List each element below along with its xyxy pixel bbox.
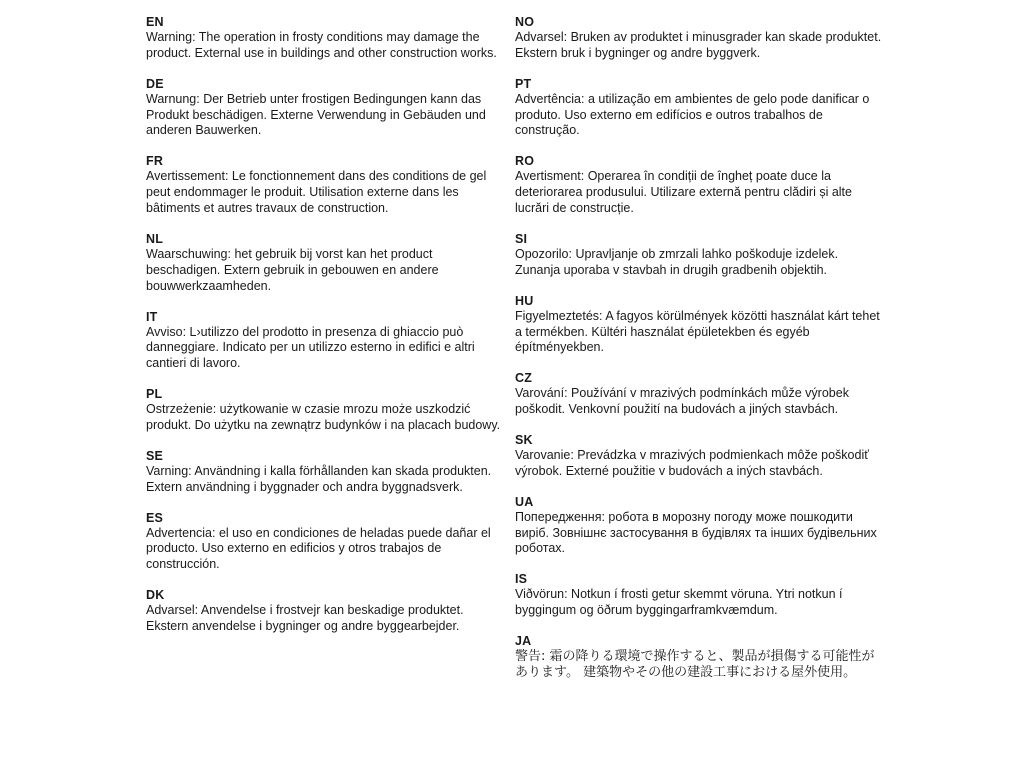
language-code: UA [515, 494, 534, 509]
warning-text: Warnung: Der Betrieb unter frostigen Bedingungen kann das Produkt beschädigen. Externe Verwendung in Gebäuden und anderen Bauwerken. [146, 91, 486, 138]
language-code: IS [515, 572, 528, 587]
warning-text: Ostrzeżenie: użytkowanie w czasie mrozu może uszkodzić produkt. Do użytku na zewnątrz budynków i na placach budowy. [146, 402, 501, 432]
warning-text: Попередження: робота в морозну погоду може пошкодити виріб. Зовнішнє застосування в будівлях та інших будівельних роботах. [515, 509, 877, 556]
warning-block-ro [515, 153, 883, 216]
warning-text: Varování: Používání v mrazivých podmínkách může výrobek poškodit. Venkovní použití na budovách a jiných stavbách. [515, 386, 849, 417]
language-code: EN [146, 15, 164, 29]
warning-text: Advertencia: el uso en condiciones de heladas puede dañar el producto. Uso externo en edificios y otros trabajos de construcción. [146, 525, 491, 572]
warning-block-de [146, 76, 506, 139]
language-code: SK [515, 433, 533, 448]
language-code: ES [146, 510, 164, 525]
warning-block-sk [515, 432, 883, 480]
language-code: IT [146, 309, 158, 324]
warning-block-se [146, 448, 506, 496]
warning-block-ja [515, 633, 883, 681]
warning-block-hu [515, 293, 883, 356]
warning-text: Avertissement: Le fonctionnement dans des conditions de gel peut endommager le produit. Utilisation externe dans les bâtiments et autres travaux de construction. [146, 169, 487, 215]
language-code: PT [515, 76, 532, 91]
warning-block-is [515, 571, 883, 619]
warning-block-dk [146, 587, 506, 635]
warning-block-cz [515, 370, 883, 418]
warning-text: 警告: 霜の降りる環境で操作すると、製品が損傷する可能性があります。 建築物やその他の建設工事における屋外使用。 [515, 649, 875, 681]
warning-block-pl [146, 386, 506, 434]
warning-block-it [146, 309, 506, 372]
language-code: HU [515, 293, 534, 308]
warning-text: Opozorilo: Upravljanje ob zmrzali lahko poškoduje izdelek. Zunanja uporaba v stavbah in drugih gradbenih objektih. [515, 246, 839, 277]
language-code: RO [515, 154, 535, 169]
warning-block-no [515, 14, 883, 62]
warning-text: Avertisment: Operarea în condiții de îngheț poate duce la deteriorarea produsului. Utilizare externă pentru clădiri și alte lucrări de construcție. [515, 169, 852, 215]
language-code: JA [515, 634, 532, 649]
warning-block-si [515, 231, 883, 279]
language-code: FR [146, 154, 164, 169]
warning-block-en [146, 14, 506, 62]
language-code: NL [146, 231, 164, 246]
warning-text: Warning: The operation in frosty conditions may damage the product. External use in buildings and other construction works. [146, 30, 497, 60]
warning-block-fr [146, 153, 506, 216]
warning-text: Varovanie: Prevádzka v mrazivých podmienkach môže poškodiť výrobok. Externé použitie v budovách a iných stavbách. [515, 448, 869, 478]
left-column [146, 14, 506, 649]
language-code: DE [146, 76, 164, 91]
warning-text: Advertência: a utilização em ambientes de gelo pode danificar o produto. Uso externo em edifícios e outros trabalhos de construção. [515, 91, 870, 138]
warning-text: Advarsel: Bruken av produktet i minusgrader kan skade produktet. Ekstern bruk i bygninger og andre byggverk. [515, 30, 882, 60]
warning-block-nl [146, 231, 506, 294]
language-code: CZ [515, 371, 533, 386]
warning-text: Waarschuwing: het gebruik bij vorst kan het product beschadigen. Extern gebruik in gebouwen en andere bouwwerkzaamheden. [146, 246, 439, 293]
warning-text: Figyelmeztetés: A fagyos körülmények közötti használat kárt tehet a termékben. Kültéri használat épületekben és egyéb építményekben. [515, 308, 880, 355]
right-column [515, 14, 883, 695]
language-code: NO [515, 15, 535, 29]
warning-block-pt [515, 76, 883, 139]
warning-block-es [146, 510, 506, 573]
warning-text: Varning: Användning i kalla förhållanden kan skada produkten. Extern användning i byggnader och andra byggnadsverk. [146, 463, 492, 494]
language-code: PL [146, 387, 163, 402]
warning-block-ua [515, 494, 883, 557]
language-code: DK [146, 588, 165, 603]
language-code: SI [515, 231, 528, 246]
warning-text: Advarsel: Anvendelse i frostvejr kan beskadige produktet. Ekstern anvendelse i bygninger og andre byggearbejder. [146, 603, 464, 634]
warning-text: Avviso: L›utilizzo del prodotto in presenza di ghiaccio può danneggiare. Indicato per un utilizzo esterno in edifici e altri cantieri di lavoro. [146, 324, 475, 371]
language-code: SE [146, 448, 164, 463]
warning-text: Viðvörun: Notkun í frosti getur skemmt vöruna. Ytri notkun í byggingum og öðrum byggingarframkvæmdum. [515, 587, 843, 618]
